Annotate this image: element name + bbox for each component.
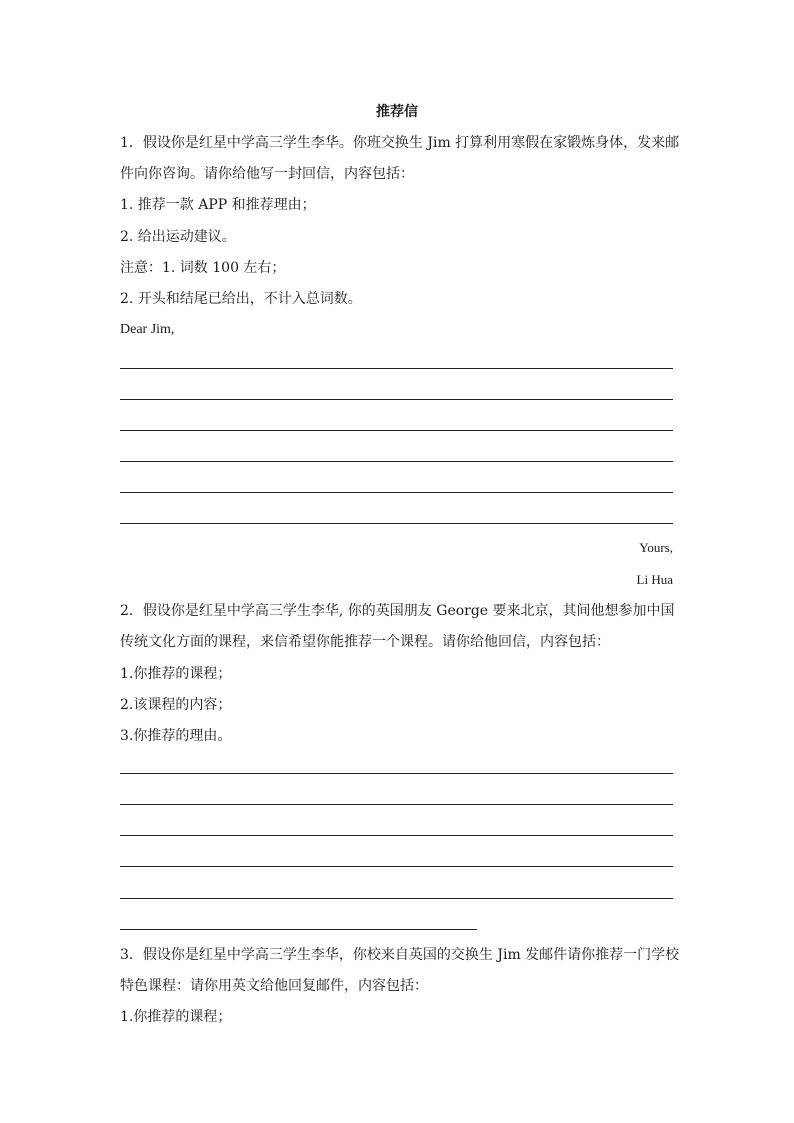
task2-requirement-2: 2.该课程的内容； xyxy=(120,697,232,713)
task2-writing-line xyxy=(120,835,673,836)
task1-requirement-1: 1. 推荐一款 APP 和推荐理由； xyxy=(120,197,316,213)
task2-writing-line xyxy=(120,929,477,930)
task1-writing-line xyxy=(120,368,673,369)
task2-writing-line xyxy=(120,773,673,774)
task3-prompt-line1: 3．假设你是红星中学高三学生李华，你校来自英国的交换生 Jim 发邮件请你推荐一门学校 xyxy=(120,947,680,963)
task1-writing-line xyxy=(120,399,673,400)
task2-requirement-1: 1.你推荐的课程； xyxy=(120,666,232,682)
task1-writing-line xyxy=(120,461,673,462)
task1-closing: Yours, xyxy=(639,540,673,555)
task1-note-1: 注意：1. 词数 100 左右； xyxy=(120,260,286,276)
task1-writing-line xyxy=(120,523,673,524)
task2-writing-line xyxy=(120,804,673,805)
task2-writing-line xyxy=(120,898,673,899)
task1-requirement-2: 2. 给出运动建议。 xyxy=(120,229,236,245)
task3-requirement-1: 1.你推荐的课程； xyxy=(120,1009,232,1025)
task2-requirement-3: 3.你推荐的理由。 xyxy=(120,728,232,744)
task1-salutation: Dear Jim, xyxy=(120,322,175,337)
task2-prompt-line2: 传统文化方面的课程，来信希望你能推荐一个课程。请你给他回信，内容包括： xyxy=(120,634,610,650)
task2-writing-line xyxy=(120,866,673,867)
task1-prompt-line2: 件向你咨询。请你给他写一封回信，内容包括： xyxy=(120,166,414,182)
task1-note-2: 2. 开头和结尾已给出，不计入总词数。 xyxy=(120,291,362,307)
task1-signature: Li Hua xyxy=(636,572,673,587)
task1-writing-line xyxy=(120,430,673,431)
task1-prompt-line1: 1．假设你是红星中学高三学生李华。你班交换生 Jim 打算利用寒假在家锻炼身体，发来邮 xyxy=(120,135,680,151)
task3-prompt-line2: 特色课程：请你用英文给他回复邮件，内容包括： xyxy=(120,978,428,994)
document-title: 推荐信 xyxy=(376,104,418,120)
task2-prompt-line1: 2．假设你是红星中学高三学生李华, 你的英国朋友 George 要来北京，其间他想参加中国 xyxy=(120,603,675,619)
task1-writing-line xyxy=(120,492,673,493)
